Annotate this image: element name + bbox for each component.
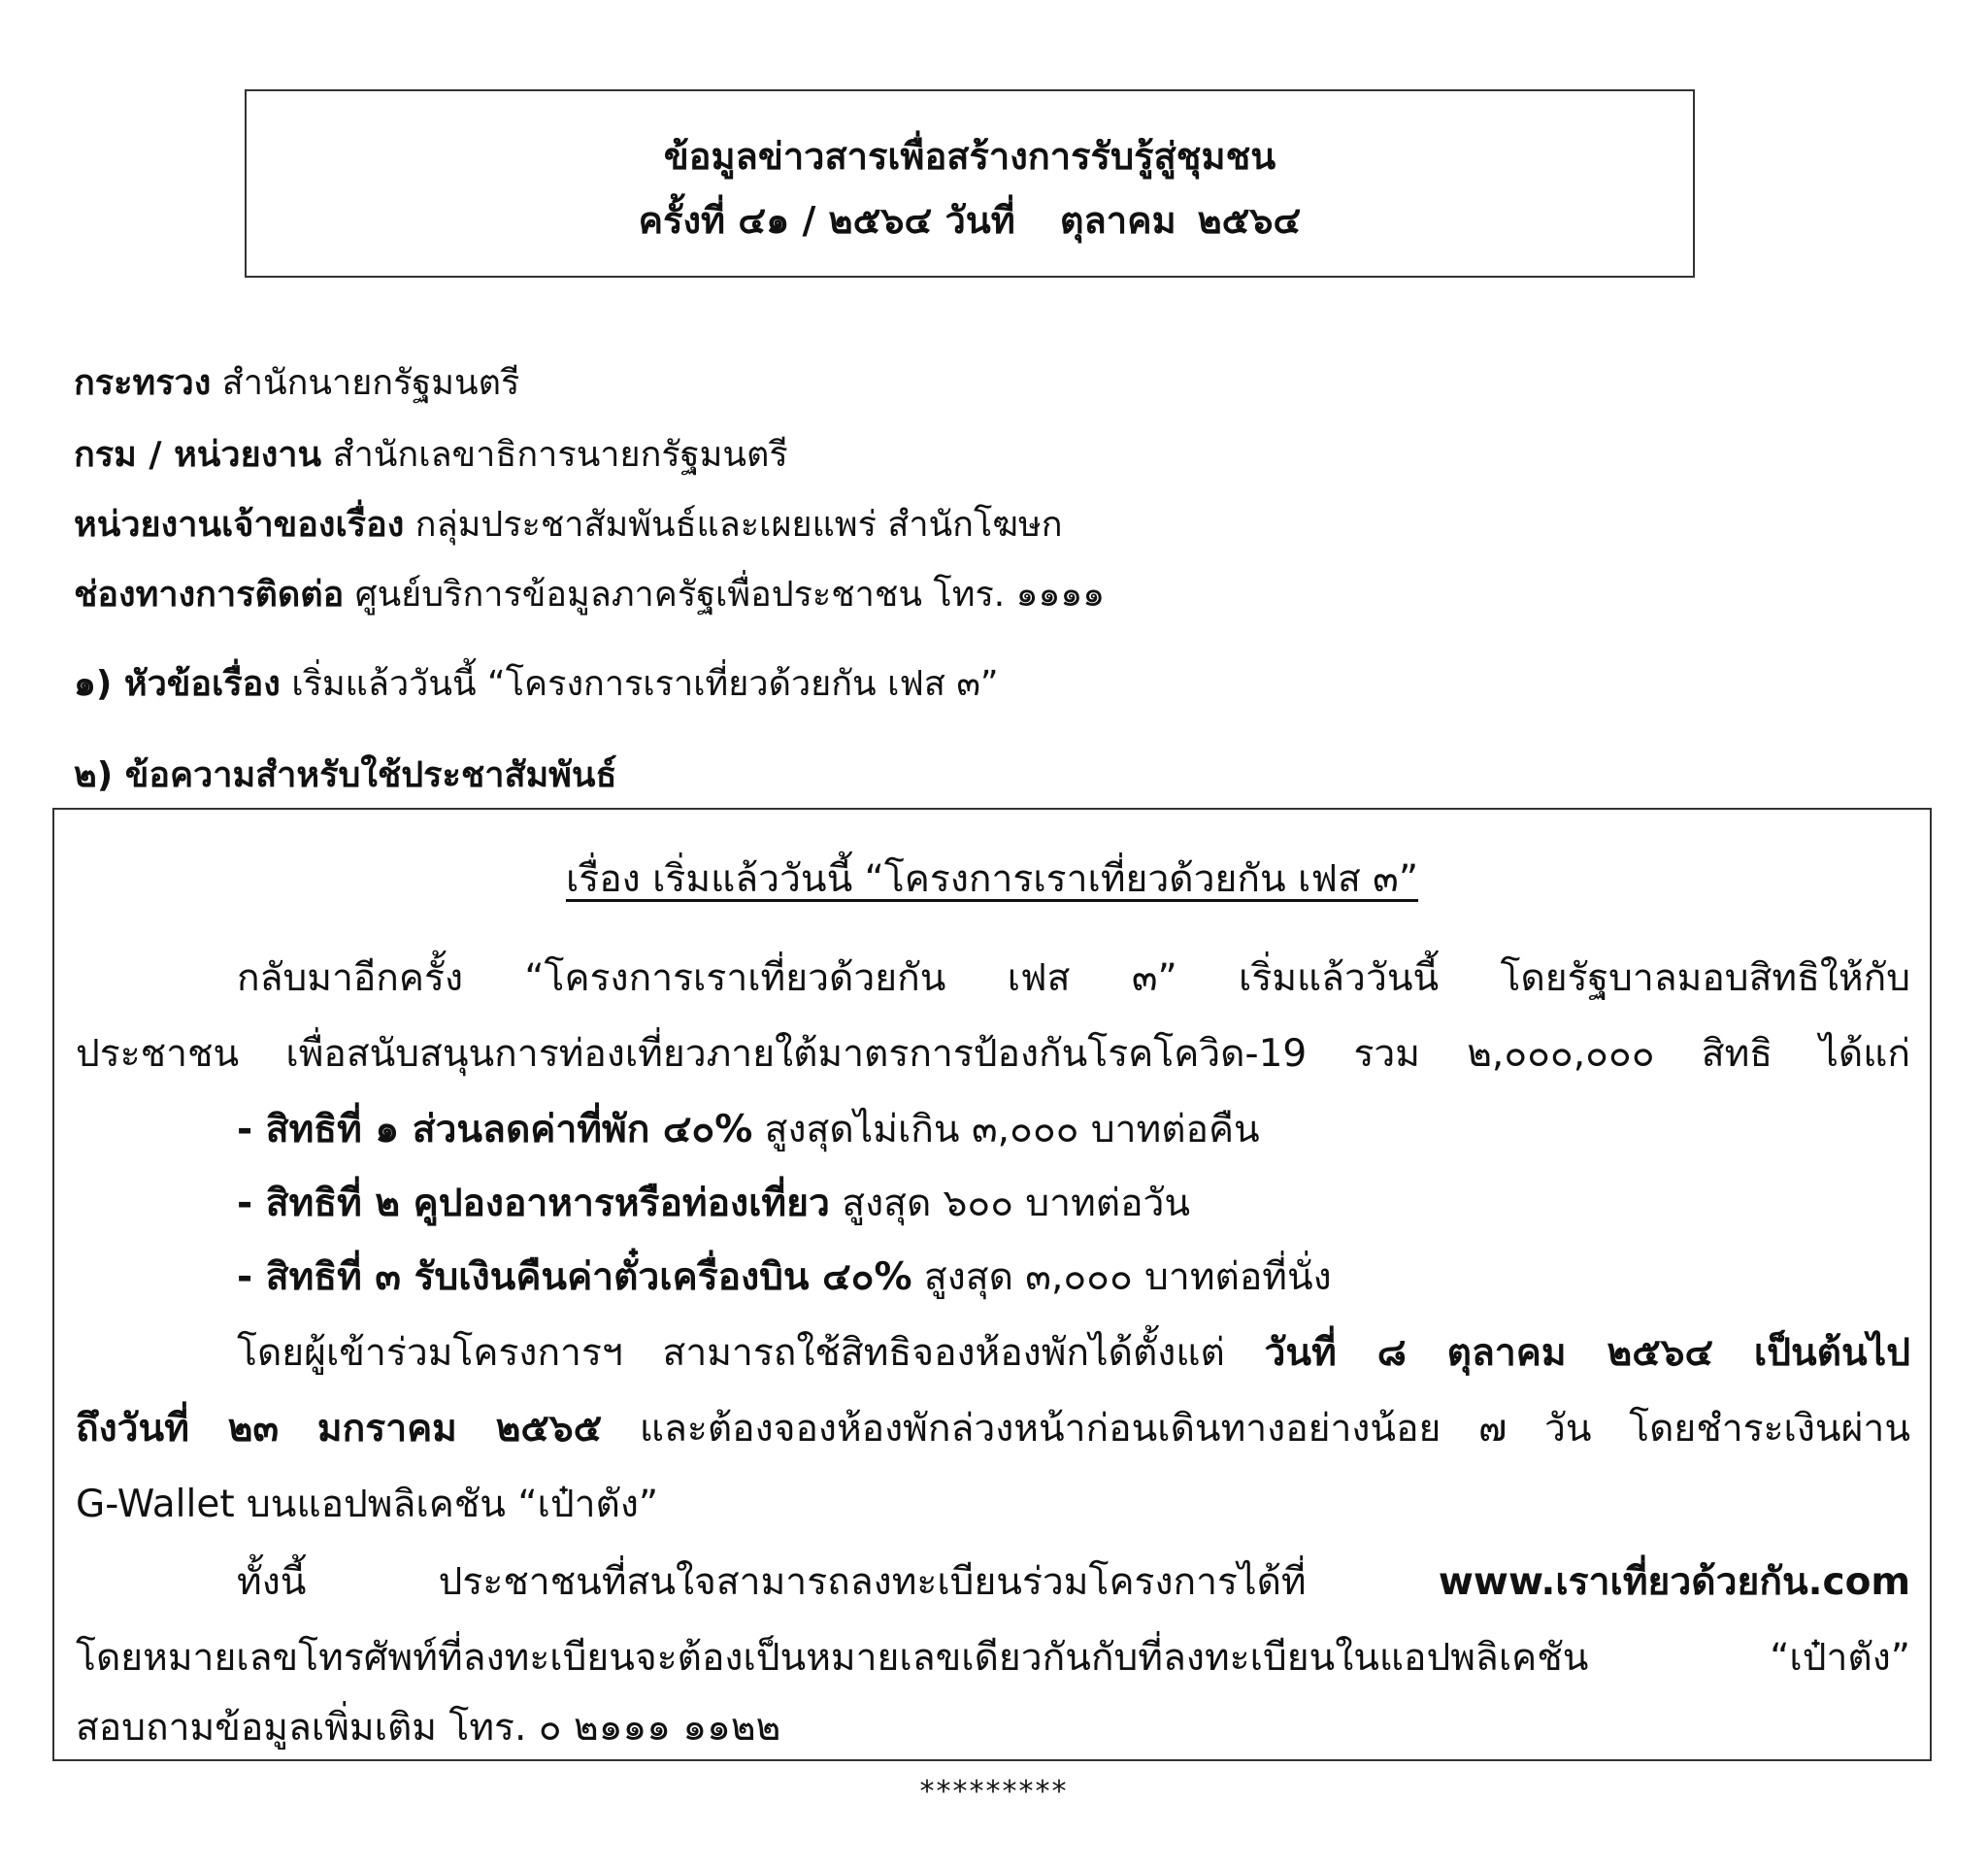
ministry-label: กระทรวง [74,363,212,403]
paragraph-3-line-2: โดยหมายเลขโทรศัพท์ที่ลงทะเบียนจะต้องเป็นหมายเลขเดียวกันกับที่ลงทะเบียนในแอปพลิเคชัน “เป๋าตัง” [76,1636,1910,1680]
right-item-1-title: - สิทธิที่ ๑ ส่วนลดค่าที่พัก ๔๐% [237,1108,753,1151]
right-item-1-detail: สูงสุดไม่เกิน ๓,๐๐๐ บาทต่อคืน [752,1108,1260,1151]
document-header-box [245,89,1695,278]
registration-website: www.เราเที่ยวด้วยกัน.com [1438,1560,1910,1604]
ministry-value: สำนักนายกรัฐมนตรี [221,363,520,403]
owner-label: หน่วยงานเจ้าของเรื่อง [74,505,405,545]
right-item-2-detail: สูงสุด ๖๐๐ บาทต่อวัน [829,1182,1191,1225]
booking-start-date: วันที่ ๘ ตุลาคม ๒๕๖๔ เป็นต้นไป [1264,1331,1910,1375]
issue-number: ครั้งที่ ๔๑ / ๒๕๖๔ วันที่ [638,199,1015,242]
issue-year: ๒๕๖๔ [1197,199,1302,242]
booking-condition: และต้องจองห้องพักล่วงหน้าก่อนเดินทางอย่างน้อย ๗ วัน โดยชำระเงินผ่าน [602,1407,1910,1451]
issue-line [247,196,1693,245]
story-title: เรื่อง เริ่มแล้ววันนี้ “โครงการเราเที่ยวด้วยกัน เฟส ๓” [565,857,1419,901]
contact-label: ช่องทางการติดต่อ [74,575,345,615]
right-item-3-detail: สูงสุด ๓,๐๐๐ บาทต่อที่นั่ง [911,1255,1332,1299]
paragraph-3-line-3: สอบถามข้อมูลเพิ่มเติม โทร. ๐ ๒๑๑๑ ๑๑๒๒ [76,1706,781,1750]
department-label: กรม / หน่วยงาน [74,435,322,475]
footer-separator: ********* [919,1775,1069,1809]
pr-content-box [52,808,1932,1761]
registration-intro: ทั้งนี้ ประชาชนที่สนใจสามารถลงทะเบียนร่วมโครงการได้ที่ [237,1560,1439,1604]
topic-value: เริ่มแล้ววันนี้ “โครงการเราเที่ยวด้วยกัน เฟส ๓” [291,664,999,704]
booking-end-date: ถึงวันที่ ๒๓ มกราคม ๒๕๖๕ [76,1407,603,1451]
right-item-3 [237,1252,1332,1303]
topic-label: ๑) หัวข้อเรื่อง [74,664,281,704]
ministry-row [74,359,519,408]
document-title: ข้อมูลข่าวสารเพื่อสร้างการรับรู้สู่ชุมชน [663,135,1276,178]
right-item-1 [237,1105,1260,1155]
right-item-2-title: - สิทธิที่ ๒ คูปองอาหารหรือท่องเที่ยว [237,1182,830,1225]
paragraph-2-line-3: G-Wallet บนแอปพลิเคชัน “เป๋าตัง” [76,1483,659,1526]
paragraph-2-line-2 [76,1404,1910,1454]
contact-value: ศูนย์บริการข้อมูลภาครัฐเพื่อประชาชน โทร. ๑๑๑๑ [354,575,1106,615]
owner-value: กลุ่มประชาสัมพันธ์และเผยแพร่ สำนักโฆษก [414,505,1063,545]
contact-row [74,571,1105,619]
department-value: สำนักเลขาธิการนายกรัฐมนตรี [332,435,788,475]
issue-month: ตุลาคม [1059,199,1176,242]
paragraph-2-line-1 [237,1328,1910,1379]
topic-row [74,660,999,709]
department-row [74,431,788,480]
paragraph-1-line-1: กลับมาอีกครั้ง “โครงการเราเที่ยวด้วยกัน เฟส ๓” เริ่มแล้ววันนี้ โดยรัฐบาลมอบสิทธิให้กับ [237,956,1910,1000]
right-item-3-title: - สิทธิที่ ๓ รับเงินคืนค่าตั๋วเครื่องบิน ๔๐% [237,1255,912,1299]
right-item-2 [237,1179,1190,1229]
paragraph-3-line-1 [237,1557,1910,1608]
paragraph-1-line-2: ประชาชน เพื่อสนับสนุนการท่องเที่ยวภายใต้มาตรการป้องกันโรคโควิด-19 รวม ๒,๐๐๐,๐๐๐ สิทธิ ได้แก่ [76,1032,1910,1076]
booking-intro: โดยผู้เข้าร่วมโครงการฯ สามารถใช้สิทธิจองห้องพักได้ตั้งแต่ [237,1331,1265,1375]
pr-section-label: ๒) ข้อความสำหรับใช้ประชาสัมพันธ์ [74,755,617,795]
owner-row [74,501,1063,550]
